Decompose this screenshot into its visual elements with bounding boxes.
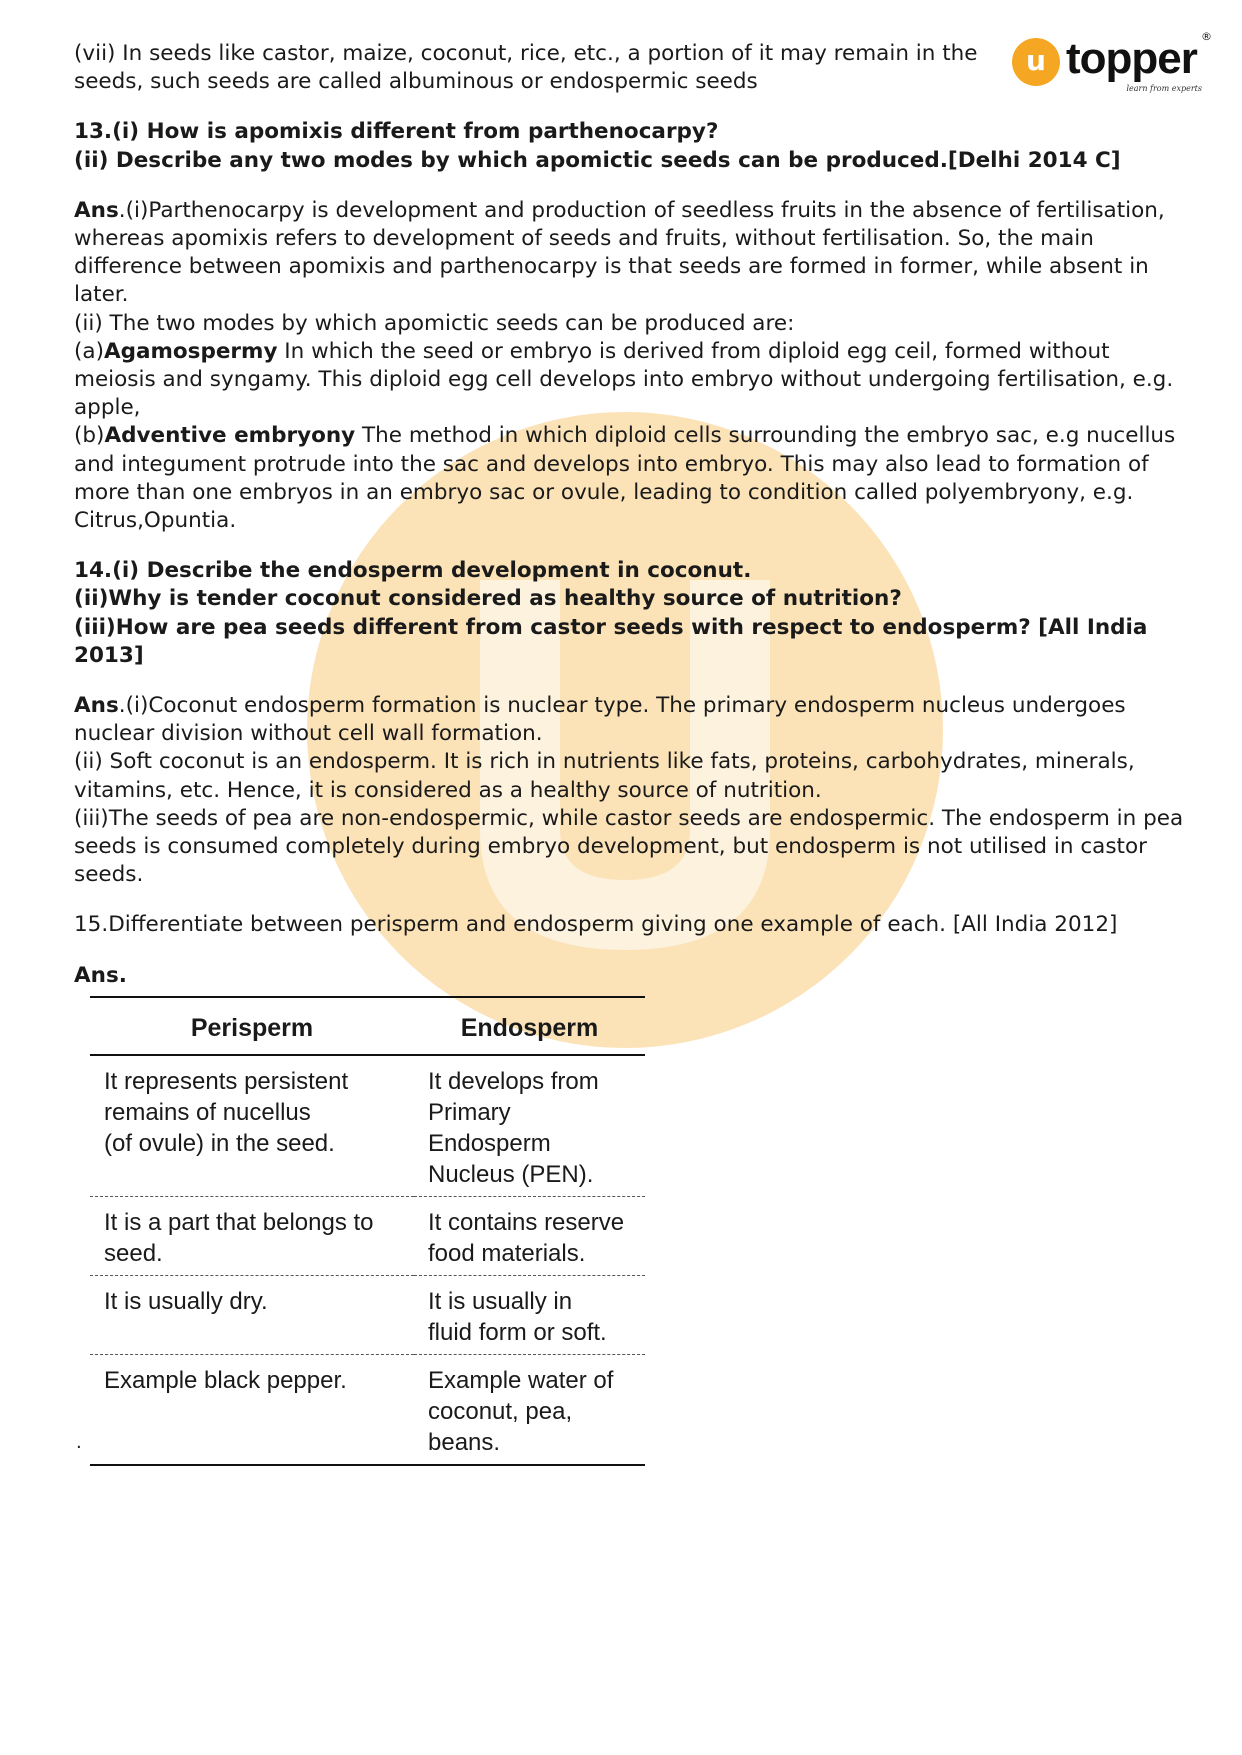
q14-line3: (iii)How are pea seeds different from castor seeds with respect to endosperm? [All India 2013]: [74, 614, 1148, 668]
answer-label: Ans: [74, 197, 119, 223]
table-cell: It is a part that belongs to seed.: [90, 1197, 414, 1276]
logo-mark-icon: u: [1012, 38, 1060, 86]
table-cell: It represents persistent remains of nucellus (of ovule) in the seed.: [90, 1055, 414, 1197]
q13-line1: 13.(i) How is apomixis different from parthenocarpy?: [74, 119, 719, 145]
q13-answer-a: (a)Agamospermy In which the seed or embryo is derived from diploid egg ceil, formed without meiosis and syngamy. This diploid egg cell develops into embryo without undergoing fertilisation, e.g. apple,: [74, 338, 1174, 421]
intro-paragraph: (vii) In seeds like castor, maize, coconut, rice, etc., a portion of it may remain in the seeds, such seeds are called albuminous or endospermic seeds: [74, 41, 978, 95]
logo-name: topper: [1066, 34, 1197, 83]
q14-line1: 14.(i) Describe the endosperm development in coconut.: [74, 558, 752, 584]
trailing-dot: .: [76, 1432, 82, 1453]
brand-logo: [1012, 30, 1212, 94]
table-cell: Example black pepper.: [104, 1367, 347, 1394]
q13-answer-part1: Ans.(i)Parthenocarpy is development and production of seedless fruits in the absence of fertilisation, whereas apomixis refers to development of seeds and fruits, without fertilisation. So, the main difference between apomixis and parthenocarpy is that seeds are formed in former, while absent in later.: [74, 197, 1165, 308]
table-cell: It is usually dry.: [90, 1276, 414, 1355]
table-header-endosperm: Endosperm: [414, 997, 645, 1055]
table-row: [90, 1355, 645, 1466]
q13-answer-b: (b)Adventive embryony The method in which diploid cells surrounding the embryo sac, e.g nucellus and integument protrude into the sac and develops into embryo. This may also lead to formation of more than one embryos in an embryo sac or ovule, leading to condition called polyembryony, e.g. Citrus,Opuntia.: [74, 423, 1176, 534]
q14-answer-part3: (iii)The seeds of pea are non-endospermic, while castor seeds are endospermic. The endosperm in pea seeds is consumed completely during embryo development, but endosperm is not utilised in castor seeds.: [74, 805, 1184, 888]
q14-answer-part1: Ans.(i)Coconut endosperm formation is nuclear type. The primary endosperm nucleus undergoes nuclear division without cell wall formation.: [74, 693, 1126, 747]
table-cell: It is usually in fluid form or soft.: [414, 1276, 645, 1355]
q13-answer-part2: (ii) The two modes by which apomictic seeds can be produced are:: [74, 310, 795, 336]
table-row: [90, 1197, 645, 1276]
table-cell: It contains reserve food materials.: [414, 1197, 645, 1276]
q15-question: 15.Differentiate between perisperm and endosperm giving one example of each. [All India 2012]: [74, 912, 1118, 938]
table-header-perisperm: Perisperm: [90, 997, 414, 1055]
q14-line2: (ii)Why is tender coconut considered as healthy source of nutrition?: [74, 586, 902, 612]
table-cell: It develops from Primary Endosperm Nucleus (PEN).: [414, 1055, 645, 1197]
table-cell: Example water of coconut, pea, beans.: [428, 1367, 614, 1456]
table-row: [90, 1276, 645, 1355]
q14-answer-part2: (ii) Soft coconut is an endosperm. It is rich in nutrients like fats, proteins, carbohydrates, minerals, vitamins, etc. Hence, it is considered as a healthy source of nutrition.: [74, 749, 1135, 803]
logo-registered: ®: [1201, 30, 1212, 43]
document-body: [74, 40, 1184, 990]
logo-tagline: learn from experts: [1126, 84, 1202, 93]
perisperm-endosperm-table: [90, 996, 645, 1466]
q15-answer-label: Ans.: [74, 962, 127, 988]
q13-line2: (ii) Describe any two modes by which apomictic seeds can be produced.[Delhi 2014 C]: [74, 147, 1121, 173]
table-row: [90, 1055, 645, 1197]
